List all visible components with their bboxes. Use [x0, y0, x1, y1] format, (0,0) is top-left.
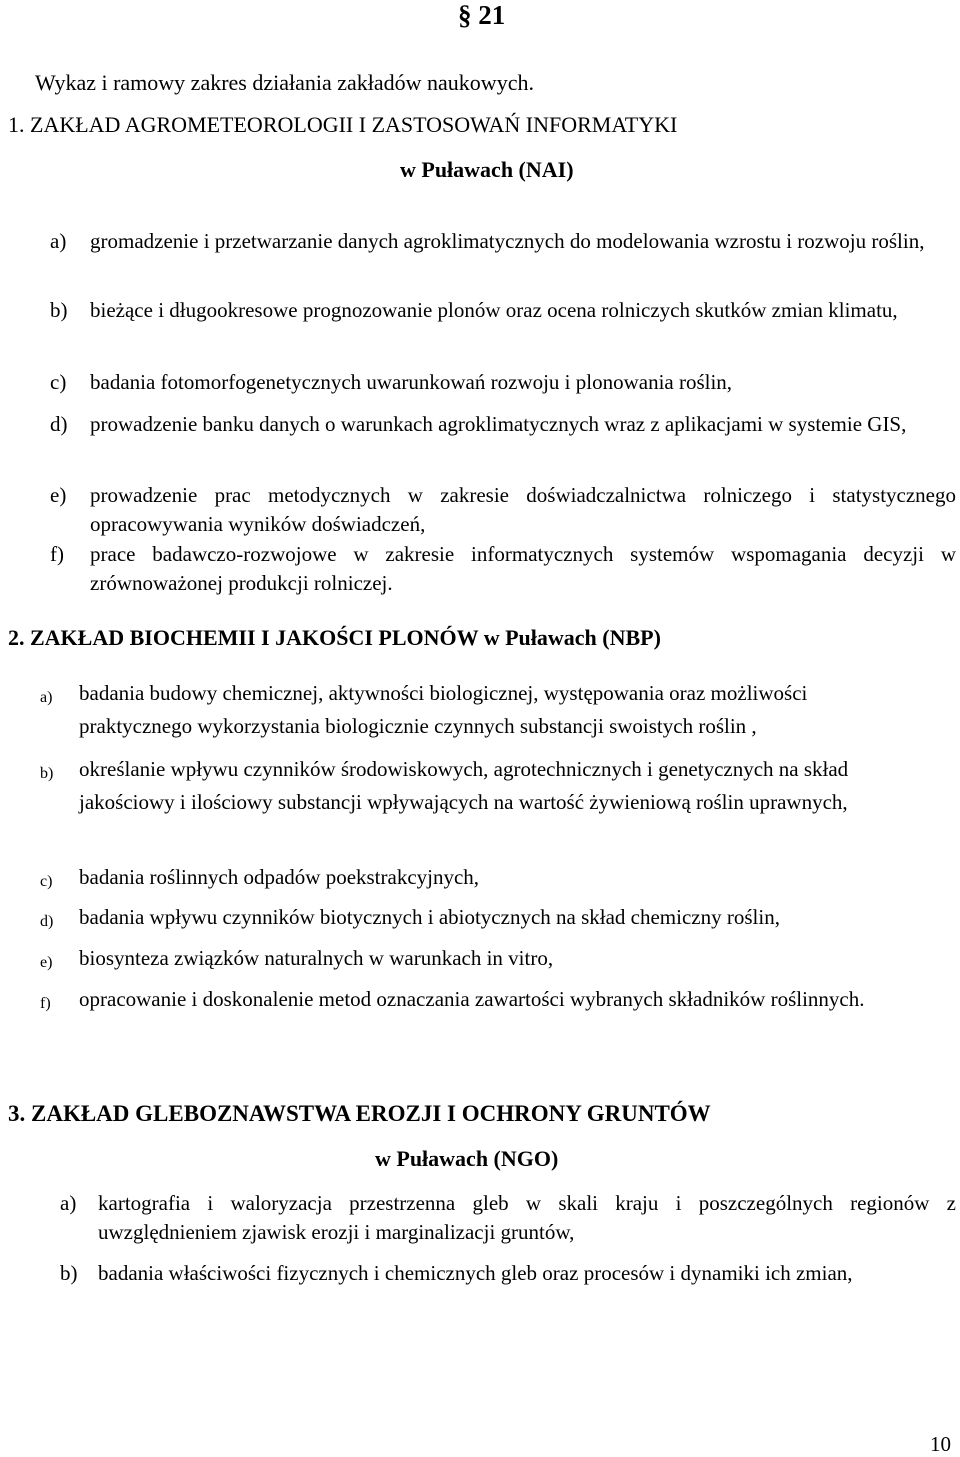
list-marker: c) — [40, 873, 53, 890]
list-marker: e) — [40, 954, 53, 971]
section-1-title: 1. ZAKŁAD AGROMETEOROLOGII I ZASTOSOWAŃ INFORMATYKI — [8, 112, 678, 137]
list-marker: d) — [50, 412, 68, 436]
list-marker: e) — [50, 483, 67, 507]
list-item-text: badania właściwości fizycznych i chemicznych gleb oraz procesów i dynamiki ich zmian, — [98, 1261, 853, 1285]
list-item — [60, 1189, 956, 1247]
list-item — [40, 942, 925, 975]
list-item-text: określanie wpływu czynników środowiskowych, agrotechnicznych i genetycznych na skład jakościowy i ilościowy substancji wpływających na wartość żywieniową roślin uprawnych, — [79, 757, 849, 814]
list-item — [40, 753, 925, 819]
list-item — [50, 540, 956, 598]
list-item — [50, 410, 956, 439]
section-2-title: 2. ZAKŁAD BIOCHEMII I JAKOŚCI PLONÓW w Puławach (NBP) — [8, 625, 661, 650]
paragraph-heading: § 21 — [458, 0, 506, 30]
list-marker: f) — [50, 542, 64, 566]
list-item-text: badania budowy chemicznej, aktywności biologicznej, występowania oraz możliwości praktycznego wykorzystania biologicznie czynnych substancji swoistych roślin , — [79, 681, 808, 738]
list-item — [50, 481, 956, 539]
list-item-text: bieżące i długookresowe prognozowanie plonów oraz ocena rolniczych skutków zmian klimatu, — [90, 298, 898, 322]
list-item — [40, 901, 925, 934]
list-item-text: gromadzenie i przetwarzanie danych agroklimatycznych do modelowania wzrostu i rozwoju roślin, — [90, 229, 925, 253]
section-3-title: 3. ZAKŁAD GLEBOZNAWSTWA EROZJI I OCHRONY GRUNTÓW — [8, 1101, 711, 1126]
list-item — [40, 861, 925, 894]
list-item-text: badania fotomorfogenetycznych uwarunkowań rozwoju i plonowania roślin, — [90, 370, 733, 394]
list-marker: c) — [50, 370, 67, 394]
list-marker: b) — [60, 1261, 78, 1285]
list-item-text: biosynteza związków naturalnych w warunkach in vitro, — [79, 946, 554, 970]
list-item — [50, 296, 956, 325]
page-number: 10 — [930, 1432, 951, 1456]
section-1-subtitle: w Puławach (NAI) — [400, 157, 574, 182]
list-item-text: prowadzenie banku danych o warunkach agroklimatycznych wraz z aplikacjami w systemie GIS, — [90, 412, 907, 436]
list-marker: b) — [50, 298, 68, 322]
intro-text: Wykaz i ramowy zakres działania zakładów naukowych. — [35, 70, 534, 95]
list-item — [40, 677, 925, 743]
list-marker: b) — [40, 765, 54, 782]
list-marker: a) — [40, 689, 53, 706]
list-item-text: prowadzenie prac metodycznych w zakresie doświadczalnictwa rolniczego i statystycznego opracowywania wyników doświadczeń, — [90, 483, 956, 536]
list-item — [50, 368, 956, 397]
list-marker: f) — [40, 995, 51, 1012]
section-3-subtitle: w Puławach (NGO) — [375, 1146, 559, 1171]
list-item — [50, 227, 956, 256]
list-item — [60, 1259, 956, 1288]
list-item-text: prace badawczo-rozwojowe w zakresie informatycznych systemów wspomagania decyzji w zrównoważonej produkcji rolniczej. — [90, 542, 956, 595]
list-item-text: opracowanie i doskonalenie metod oznaczania zawartości wybranych składników roślinnych. — [79, 987, 865, 1011]
list-marker: d) — [40, 913, 54, 930]
list-item-text: badania roślinnych odpadów poekstrakcyjnych, — [79, 865, 480, 889]
list-item-text: badania wpływu czynników biotycznych i abiotycznych na skład chemiczny roślin, — [79, 905, 780, 929]
list-item — [40, 983, 925, 1016]
list-marker: a) — [50, 229, 67, 253]
list-item-text: kartografia i waloryzacja przestrzenna gleb w skali kraju i poszczególnych regionów z uwzględnieniem zjawisk erozji i marginalizacji gruntów, — [98, 1191, 956, 1244]
list-marker: a) — [60, 1191, 77, 1215]
